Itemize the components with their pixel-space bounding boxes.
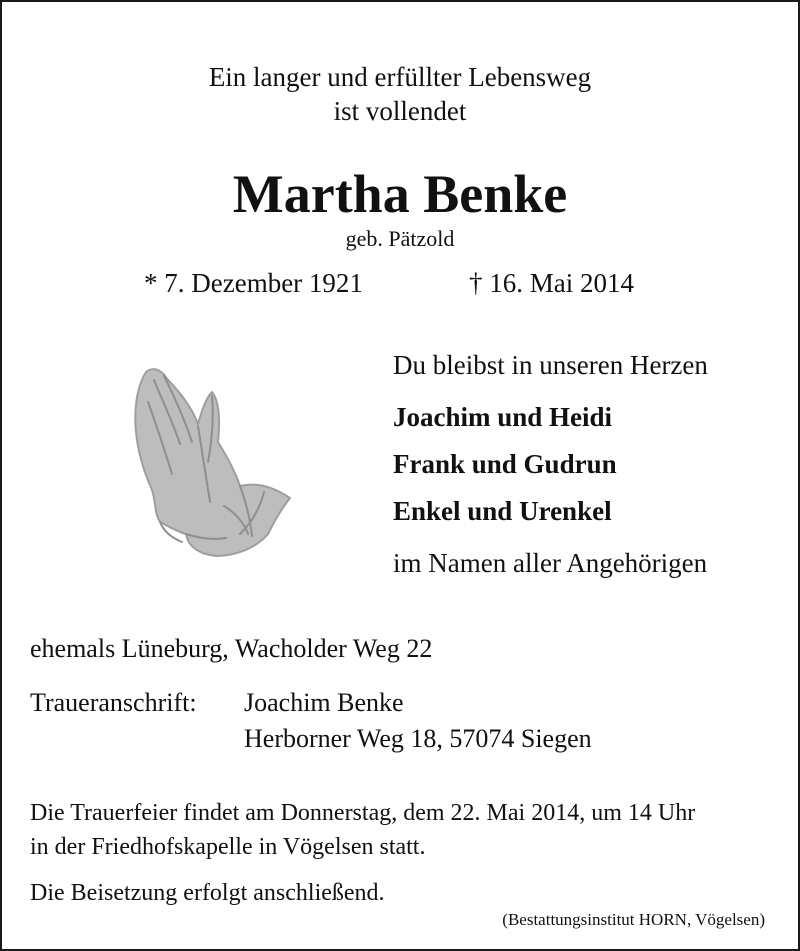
funeral-home: (Bestattungsinstitut HORN, Vögelsen): [502, 910, 765, 929]
mourner-name: Joachim und Heidi: [393, 402, 613, 432]
mourner-name: Enkel und Urenkel: [393, 496, 612, 526]
death-date: † 16. Mai 2014: [469, 268, 634, 298]
burial-info: Die Beisetzung erfolgt anschließend.: [30, 880, 385, 906]
intro-line-1: Ein langer und erfüllter Lebensweg: [208, 62, 592, 92]
intro-line-2: ist vollendet: [333, 96, 467, 126]
address-line-1: Joachim Benke: [244, 688, 404, 717]
former-residence: ehemals Lüneburg, Wacholder Weg 22: [30, 634, 433, 663]
mourner-name: Frank und Gudrun: [393, 449, 617, 479]
address-label: Traueranschrift:: [30, 688, 197, 717]
address-line-2: Herborner Weg 18, 57074 Siegen: [244, 724, 592, 753]
ceremony-line-1: Die Trauerfeier findet am Donnerstag, dem 22. Mai 2014, um 14 Uhr: [30, 800, 696, 826]
praying-hands-icon: [128, 362, 298, 560]
mourners-heading: Du bleibst in unseren Herzen: [393, 350, 708, 380]
ceremony-line-2: in der Friedhofskapelle in Vögelsen statt.: [30, 834, 426, 860]
birth-date: * 7. Dezember 1921: [144, 268, 363, 298]
deceased-name: Martha Benke: [232, 164, 568, 224]
mourners-footer: im Namen aller Angehörigen: [393, 548, 708, 578]
born-name: geb. Pätzold: [345, 226, 455, 251]
